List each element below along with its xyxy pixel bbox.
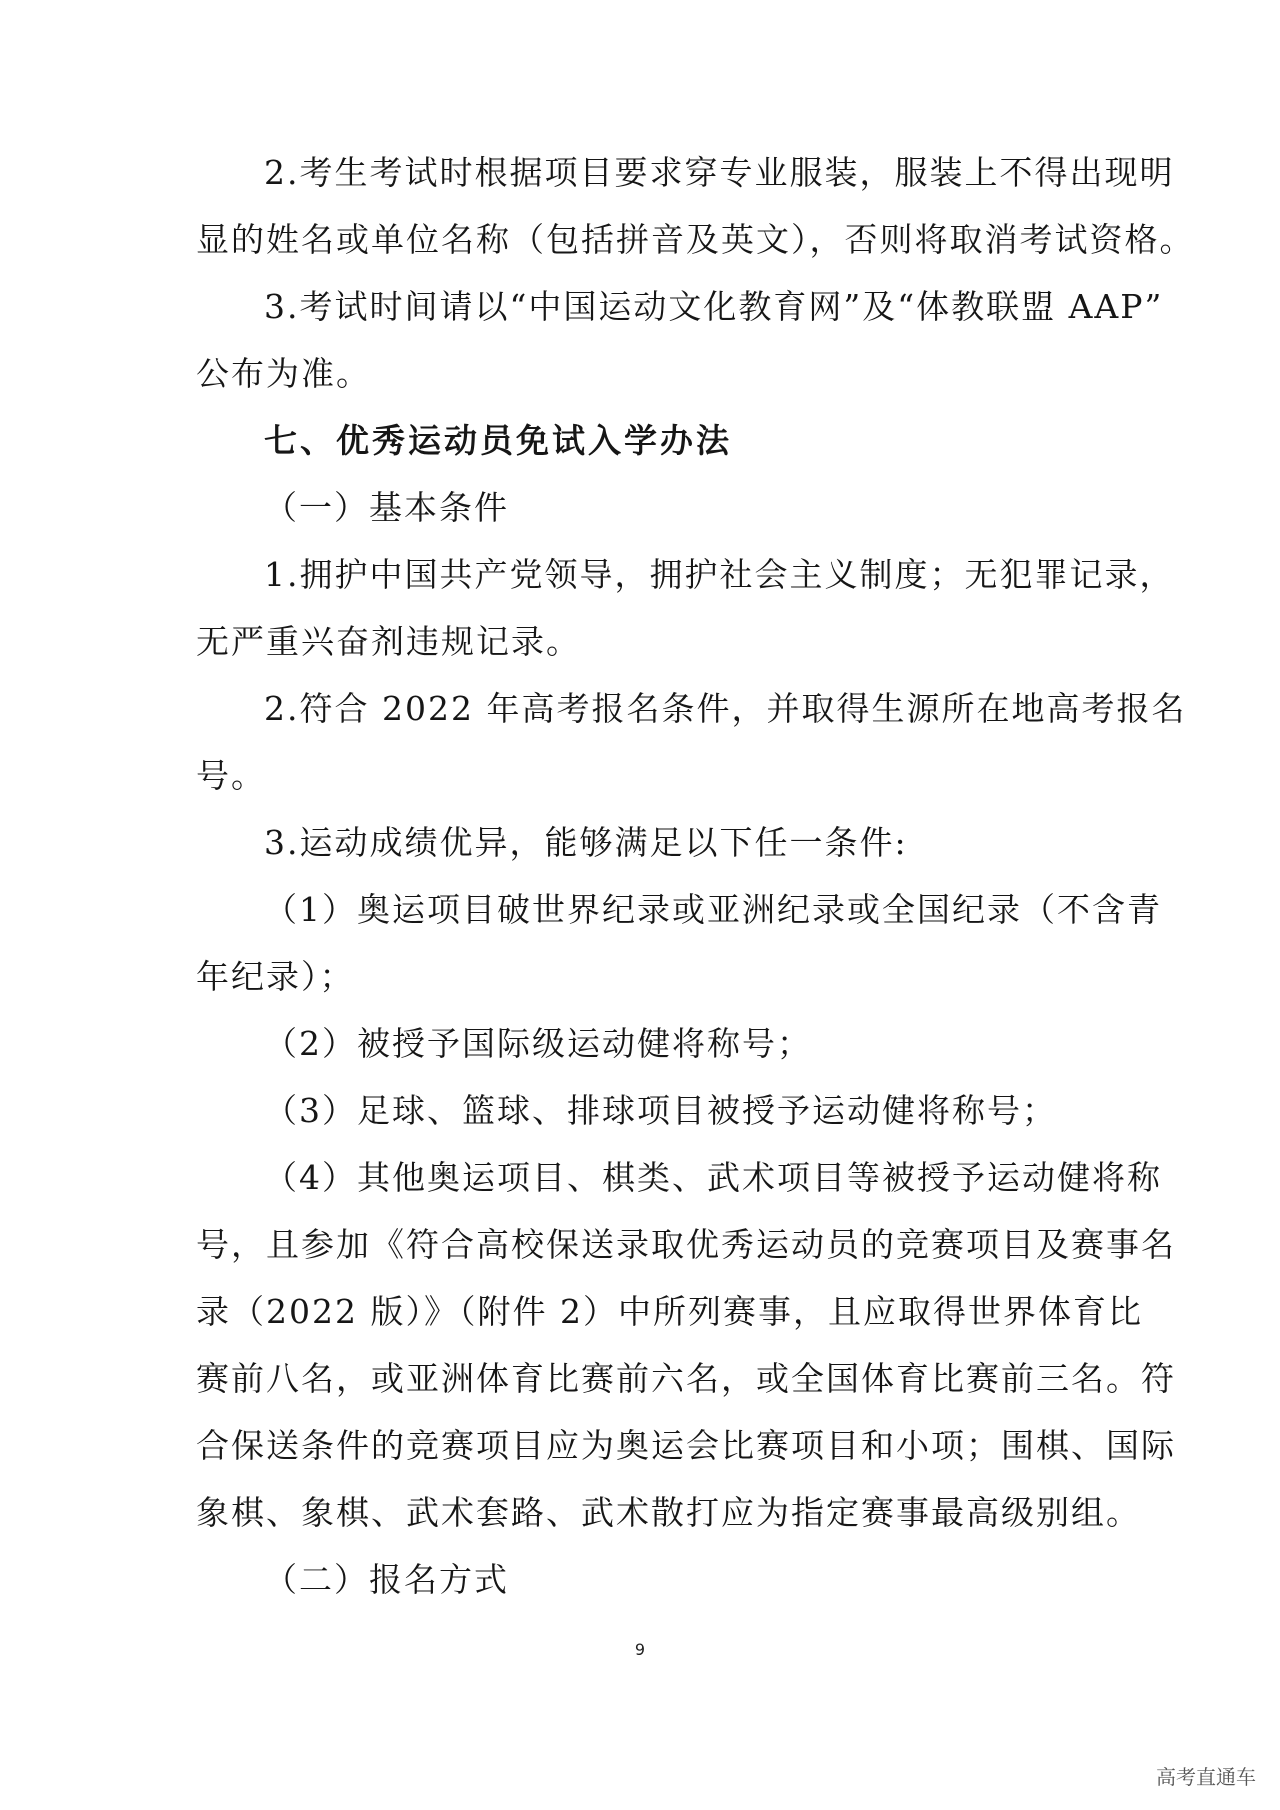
paragraph-line: 号。 [196,756,266,795]
paragraph-line: （1）奥运项目破世界纪录或亚洲纪录或全国纪录（不含青 [264,890,1162,929]
paragraph-line: （3）足球、篮球、排球项目被授予运动健将称号； [264,1091,1057,1130]
paragraph-line: 录（2022 版）》（附件 2）中所列赛事，且应取得世界体育比 [196,1292,1143,1331]
subsection-heading: （一）基本条件 [264,488,509,527]
paragraph-line: 3.考试时间请以“中国运动文化教育网”及“体教联盟 AAP” [264,287,1164,326]
page-number: 9 [634,1640,646,1659]
paragraph-line: 显的姓名或单位名称（包括拼音及英文），否则将取消考试资格。 [196,220,1195,259]
paragraph-line: 合保送条件的竞赛项目应为奥运会比赛项目和小项；围棋、国际 [196,1426,1176,1465]
watermark-text: 高考直通车 [1156,1765,1256,1789]
paragraph-line: （2）被授予国际级运动健将称号； [264,1024,812,1063]
paragraph-line: 无严重兴奋剂违规记录。 [196,622,581,661]
paragraph-line: （4）其他奥运项目、棋类、武术项目等被授予运动健将称 [264,1158,1162,1197]
paragraph-line: 象棋、象棋、武术套路、武术散打应为指定赛事最高级别组。 [196,1493,1141,1532]
paragraph-line: 号，且参加《符合高校保送录取优秀运动员的竞赛项目及赛事名 [196,1225,1176,1264]
paragraph-line: 年纪录）； [196,957,355,996]
paragraph-line: 赛前八名，或亚洲体育比赛前六名，或全国体育比赛前三名。符 [196,1359,1176,1398]
paragraph-line: 公布为准。 [196,354,371,393]
subsection-heading: （二）报名方式 [264,1560,509,1599]
paragraph-line: 2.考生考试时根据项目要求穿专业服装，服装上不得出现明 [264,153,1175,192]
section-heading: 七、优秀运动员免试入学办法 [264,421,732,460]
paragraph-line: 1.拥护中国共产党领导，拥护社会主义制度；无犯罪记录， [264,555,1175,594]
paragraph-line: 3.运动成绩优异，能够满足以下任一条件: [264,823,908,862]
paragraph-line: 2.符合 2022 年高考报名条件，并取得生源所在地高考报名 [264,689,1187,728]
